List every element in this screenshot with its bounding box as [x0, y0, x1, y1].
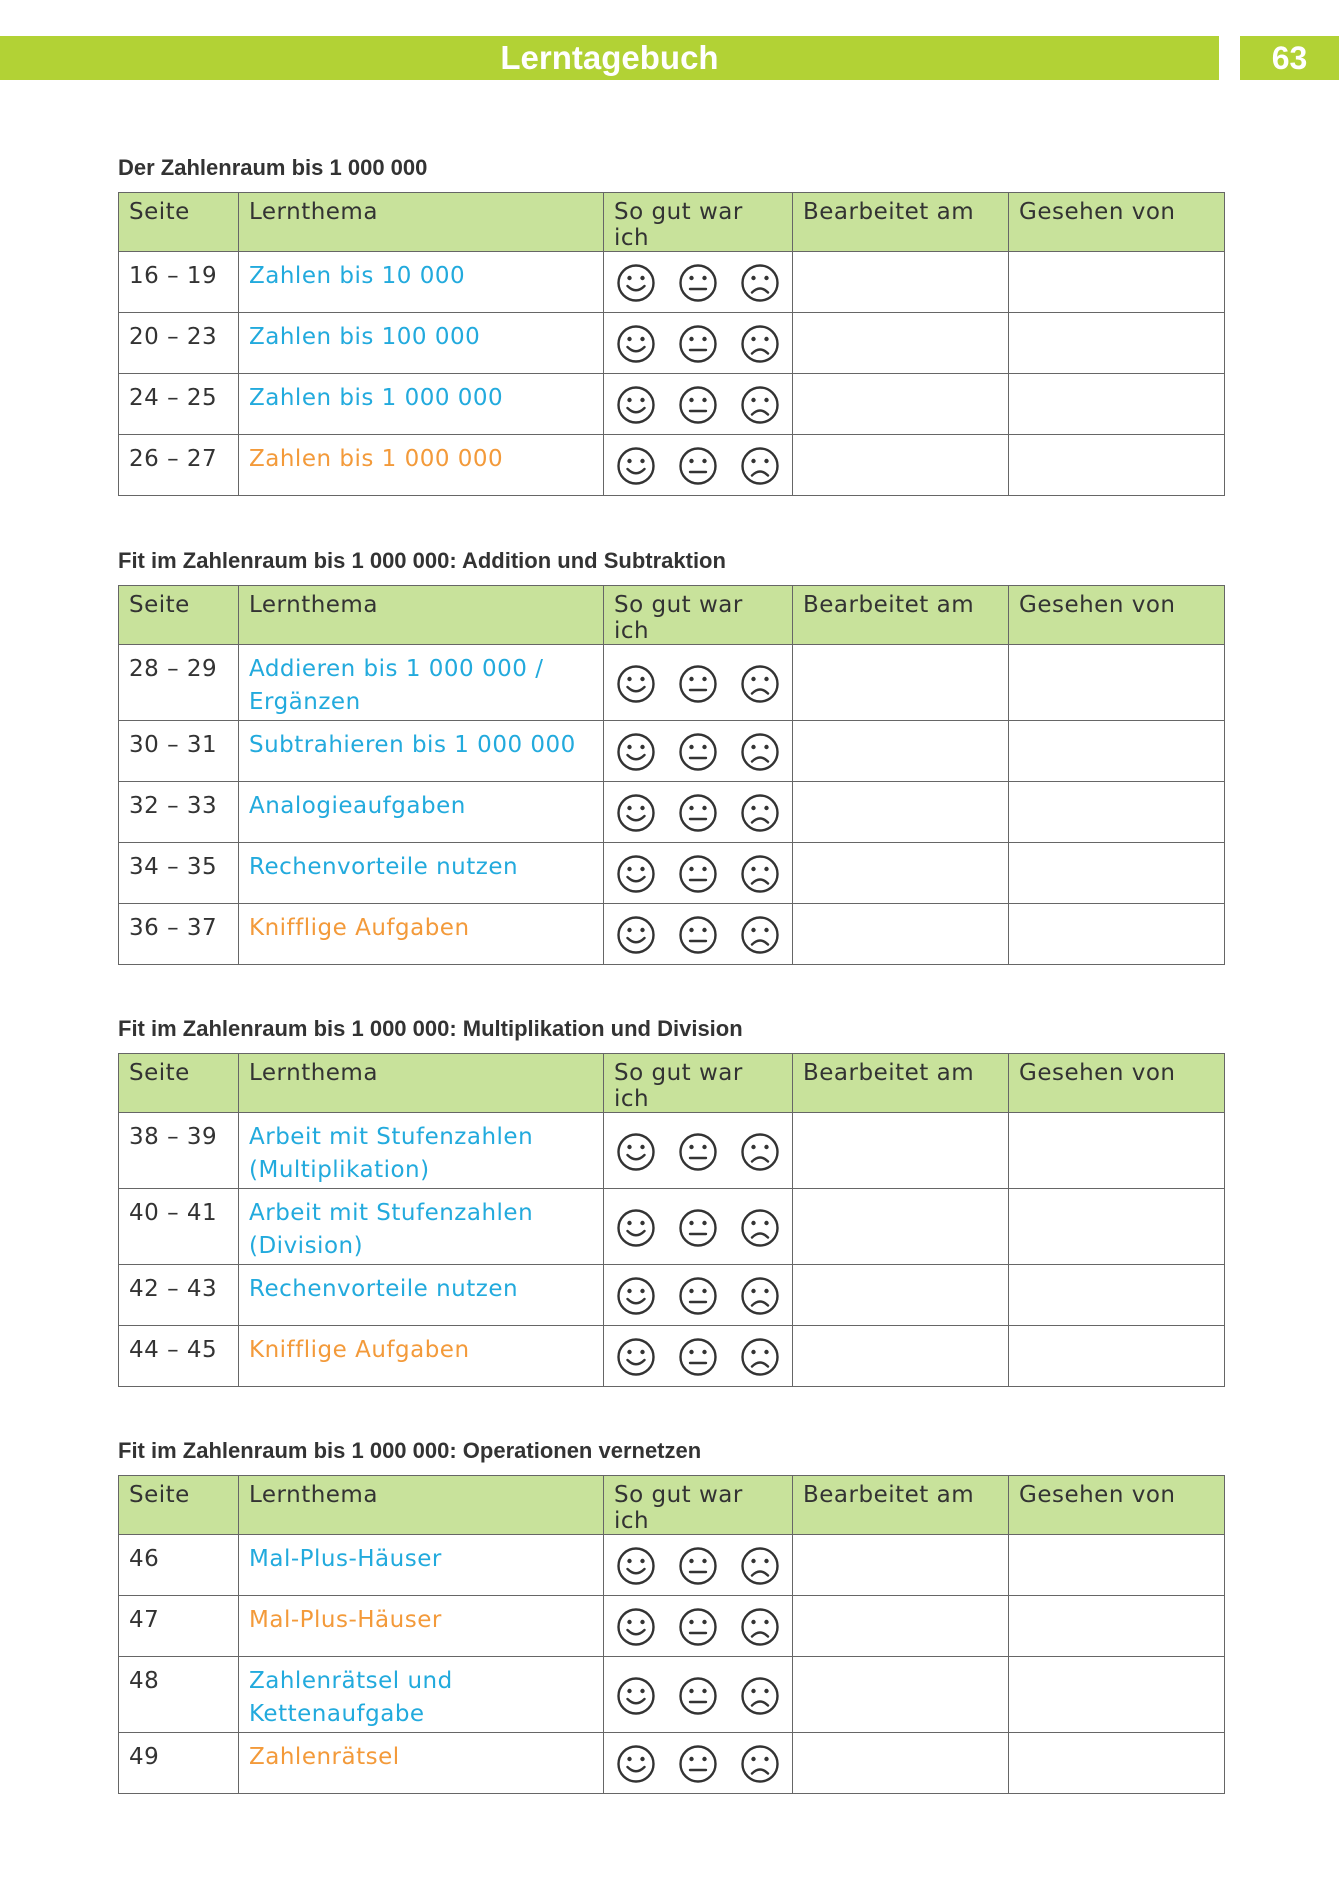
- rating-cell: [604, 252, 793, 313]
- column-header-lernthema: Lernthema: [239, 586, 604, 645]
- pages-cell: 28 – 29: [119, 645, 239, 721]
- rating-cell: [604, 1596, 793, 1657]
- page-number: 63: [1240, 36, 1339, 80]
- pages-cell: 36 – 37: [119, 904, 239, 965]
- rating-cell: [604, 374, 793, 435]
- column-header-so-gut-war-ich: So gut war ich: [604, 193, 793, 252]
- topic-cell: Zahlen bis 1 000 000: [239, 435, 604, 496]
- column-header-lernthema: Lernthema: [239, 193, 604, 252]
- table-row: [119, 1326, 1225, 1387]
- column-header-bearbeitet-am: Bearbeitet am: [793, 1054, 1009, 1113]
- date-cell[interactable]: [793, 1596, 1009, 1657]
- rating-faces: [604, 322, 792, 364]
- topic-cell: Zahlenrätsel und Kettenaufgabe: [239, 1657, 604, 1733]
- pages-cell: 46: [119, 1535, 239, 1596]
- table-header-row: [119, 586, 1225, 645]
- smiley-sad-icon[interactable]: [740, 1132, 780, 1172]
- pages-cell: 48: [119, 1657, 239, 1733]
- date-cell[interactable]: [793, 252, 1009, 313]
- section-title: Der Zahlenraum bis 1 000 000: [118, 155, 428, 180]
- pages-cell: 40 – 41: [119, 1189, 239, 1265]
- smiley-neutral-icon[interactable]: [678, 385, 718, 425]
- table-row: [119, 1113, 1225, 1189]
- smiley-sad-icon[interactable]: [740, 1676, 780, 1716]
- signature-cell[interactable]: [1009, 374, 1225, 435]
- date-cell[interactable]: [793, 1326, 1009, 1387]
- date-cell[interactable]: [793, 374, 1009, 435]
- smiley-sad-icon[interactable]: [740, 263, 780, 303]
- signature-cell[interactable]: [1009, 1657, 1225, 1733]
- column-header-bearbeitet-am: Bearbeitet am: [793, 193, 1009, 252]
- rating-cell: [604, 435, 793, 496]
- section-zahlenraum: [118, 154, 1224, 496]
- table-row: [119, 1733, 1225, 1794]
- topic-cell: Subtrahieren bis 1 000 000: [239, 721, 604, 782]
- rating-faces: [604, 730, 792, 772]
- column-header-bearbeitet-am: Bearbeitet am: [793, 586, 1009, 645]
- pages-cell: 42 – 43: [119, 1265, 239, 1326]
- signature-cell[interactable]: [1009, 435, 1225, 496]
- table-row: [119, 721, 1225, 782]
- smiley-happy-icon[interactable]: [616, 446, 656, 486]
- smiley-neutral-icon[interactable]: [678, 446, 718, 486]
- table-row: [119, 1596, 1225, 1657]
- section-addition-subtraktion: [118, 547, 1224, 965]
- smiley-neutral-icon[interactable]: [678, 664, 718, 704]
- smiley-sad-icon[interactable]: [740, 385, 780, 425]
- section-multiplikation-division: [118, 1015, 1224, 1387]
- smiley-neutral-icon[interactable]: [678, 1744, 718, 1784]
- rating-faces: [604, 444, 792, 486]
- topic-cell: Zahlenrätsel: [239, 1733, 604, 1794]
- topic-cell: Addieren bis 1 000 000 / Ergänzen: [239, 645, 604, 721]
- pages-cell: 47: [119, 1596, 239, 1657]
- rating-cell: [604, 645, 793, 721]
- smiley-sad-icon[interactable]: [740, 854, 780, 894]
- smiley-happy-icon[interactable]: [616, 1208, 656, 1248]
- smiley-happy-icon[interactable]: [616, 1337, 656, 1377]
- table-row: [119, 1657, 1225, 1733]
- pages-cell: 38 – 39: [119, 1113, 239, 1189]
- signature-cell[interactable]: [1009, 252, 1225, 313]
- column-header-gesehen-von: Gesehen von: [1009, 586, 1225, 645]
- page-title: Lerntagebuch: [500, 39, 719, 76]
- table-row: [119, 374, 1225, 435]
- smiley-happy-icon[interactable]: [616, 1607, 656, 1647]
- table-row: [119, 904, 1225, 965]
- rating-cell: [604, 1535, 793, 1596]
- rating-faces: [604, 1274, 792, 1316]
- rating-faces: [604, 1605, 792, 1647]
- table-row: [119, 782, 1225, 843]
- pages-cell: 30 – 31: [119, 721, 239, 782]
- smiley-neutral-icon[interactable]: [678, 1132, 718, 1172]
- date-cell[interactable]: [793, 1657, 1009, 1733]
- rating-faces: [604, 791, 792, 833]
- smiley-sad-icon[interactable]: [740, 732, 780, 772]
- rating-faces: [604, 1544, 792, 1586]
- date-cell[interactable]: [793, 1265, 1009, 1326]
- date-cell[interactable]: [793, 1535, 1009, 1596]
- date-cell[interactable]: [793, 843, 1009, 904]
- table-row: [119, 1265, 1225, 1326]
- rating-cell: [604, 1657, 793, 1733]
- table-header-row: [119, 193, 1225, 252]
- rating-faces: [604, 1674, 792, 1716]
- topic-cell: Rechenvorteile nutzen: [239, 843, 604, 904]
- topic-cell: Knifflige Aufgaben: [239, 904, 604, 965]
- signature-cell[interactable]: [1009, 843, 1225, 904]
- topic-cell: Arbeit mit Stufenzahlen (Multiplikation): [239, 1113, 604, 1189]
- pages-cell: 32 – 33: [119, 782, 239, 843]
- smiley-neutral-icon[interactable]: [678, 854, 718, 894]
- date-cell[interactable]: [793, 1113, 1009, 1189]
- table-row: [119, 1535, 1225, 1596]
- column-header-seite: Seite: [119, 1054, 239, 1113]
- smiley-neutral-icon[interactable]: [678, 915, 718, 955]
- pages-cell: 26 – 27: [119, 435, 239, 496]
- section-title: Fit im Zahlenraum bis 1 000 000: Addition und Subtraktion: [118, 548, 726, 573]
- rating-cell: [604, 1265, 793, 1326]
- signature-cell[interactable]: [1009, 1535, 1225, 1596]
- table-row: [119, 313, 1225, 374]
- section-operationen-vernetzen: [118, 1437, 1224, 1794]
- date-cell[interactable]: [793, 721, 1009, 782]
- smiley-sad-icon[interactable]: [740, 793, 780, 833]
- topic-cell: Mal-Plus-Häuser: [239, 1596, 604, 1657]
- smiley-happy-icon[interactable]: [616, 1132, 656, 1172]
- rating-cell: [604, 843, 793, 904]
- section-title: Fit im Zahlenraum bis 1 000 000: Multiplikation und Division: [118, 1016, 743, 1041]
- column-header-gesehen-von: Gesehen von: [1009, 1054, 1225, 1113]
- learning-table: [118, 192, 1225, 496]
- smiley-neutral-icon[interactable]: [678, 324, 718, 364]
- table-row: [119, 252, 1225, 313]
- rating-faces: [604, 913, 792, 955]
- smiley-happy-icon[interactable]: [616, 1276, 656, 1316]
- smiley-happy-icon[interactable]: [616, 854, 656, 894]
- rating-faces: [604, 662, 792, 704]
- topic-cell: Zahlen bis 1 000 000: [239, 374, 604, 435]
- topic-cell: Knifflige Aufgaben: [239, 1326, 604, 1387]
- table-header-row: [119, 1476, 1225, 1535]
- signature-cell[interactable]: [1009, 313, 1225, 374]
- smiley-sad-icon[interactable]: [740, 324, 780, 364]
- rating-faces: [604, 1130, 792, 1172]
- learning-table: [118, 1053, 1225, 1387]
- column-header-so-gut-war-ich: So gut war ich: [604, 1054, 793, 1113]
- learning-table: [118, 1475, 1225, 1794]
- signature-cell[interactable]: [1009, 904, 1225, 965]
- smiley-happy-icon[interactable]: [616, 664, 656, 704]
- rating-faces: [604, 1335, 792, 1377]
- smiley-neutral-icon[interactable]: [678, 1276, 718, 1316]
- smiley-neutral-icon[interactable]: [678, 732, 718, 772]
- date-cell[interactable]: [793, 1733, 1009, 1794]
- smiley-neutral-icon[interactable]: [678, 1337, 718, 1377]
- column-header-bearbeitet-am: Bearbeitet am: [793, 1476, 1009, 1535]
- rating-cell: [604, 904, 793, 965]
- pages-cell: 44 – 45: [119, 1326, 239, 1387]
- topic-cell: Zahlen bis 10 000: [239, 252, 604, 313]
- pages-cell: 20 – 23: [119, 313, 239, 374]
- rating-faces: [604, 852, 792, 894]
- rating-cell: [604, 1326, 793, 1387]
- date-cell[interactable]: [793, 313, 1009, 374]
- column-header-lernthema: Lernthema: [239, 1476, 604, 1535]
- smiley-sad-icon[interactable]: [740, 1276, 780, 1316]
- table-row: [119, 843, 1225, 904]
- smiley-sad-icon[interactable]: [740, 1546, 780, 1586]
- smiley-sad-icon[interactable]: [740, 446, 780, 486]
- topic-cell: Rechenvorteile nutzen: [239, 1265, 604, 1326]
- topic-cell: Analogieaufgaben: [239, 782, 604, 843]
- smiley-happy-icon[interactable]: [616, 1676, 656, 1716]
- rating-cell: [604, 1733, 793, 1794]
- section-title: Fit im Zahlenraum bis 1 000 000: Operationen vernetzen: [118, 1438, 702, 1463]
- smiley-happy-icon[interactable]: [616, 263, 656, 303]
- rating-cell: [604, 313, 793, 374]
- smiley-neutral-icon[interactable]: [678, 1676, 718, 1716]
- signature-cell[interactable]: [1009, 1113, 1225, 1189]
- pages-cell: 24 – 25: [119, 374, 239, 435]
- date-cell[interactable]: [793, 782, 1009, 843]
- column-header-so-gut-war-ich: So gut war ich: [604, 1476, 793, 1535]
- signature-cell[interactable]: [1009, 645, 1225, 721]
- smiley-happy-icon[interactable]: [616, 915, 656, 955]
- signature-cell[interactable]: [1009, 1596, 1225, 1657]
- topic-cell: Zahlen bis 100 000: [239, 313, 604, 374]
- rating-faces: [604, 261, 792, 303]
- signature-cell[interactable]: [1009, 1265, 1225, 1326]
- smiley-happy-icon[interactable]: [616, 1744, 656, 1784]
- smiley-sad-icon[interactable]: [740, 1208, 780, 1248]
- column-header-gesehen-von: Gesehen von: [1009, 193, 1225, 252]
- smiley-neutral-icon[interactable]: [678, 793, 718, 833]
- smiley-happy-icon[interactable]: [616, 793, 656, 833]
- topic-cell: Mal-Plus-Häuser: [239, 1535, 604, 1596]
- signature-cell[interactable]: [1009, 1326, 1225, 1387]
- rating-cell: [604, 782, 793, 843]
- smiley-sad-icon[interactable]: [740, 915, 780, 955]
- smiley-neutral-icon[interactable]: [678, 263, 718, 303]
- column-header-lernthema: Lernthema: [239, 1054, 604, 1113]
- table-row: [119, 645, 1225, 721]
- pages-cell: 49: [119, 1733, 239, 1794]
- column-header-seite: Seite: [119, 1476, 239, 1535]
- smiley-sad-icon[interactable]: [740, 1744, 780, 1784]
- date-cell[interactable]: [793, 435, 1009, 496]
- topic-cell: Arbeit mit Stufenzahlen (Division): [239, 1189, 604, 1265]
- rating-cell: [604, 1189, 793, 1265]
- smiley-neutral-icon[interactable]: [678, 1208, 718, 1248]
- date-cell[interactable]: [793, 645, 1009, 721]
- smiley-happy-icon[interactable]: [616, 732, 656, 772]
- signature-cell[interactable]: [1009, 721, 1225, 782]
- rating-faces: [604, 1206, 792, 1248]
- column-header-seite: Seite: [119, 193, 239, 252]
- smiley-sad-icon[interactable]: [740, 1337, 780, 1377]
- smiley-happy-icon[interactable]: [616, 1546, 656, 1586]
- pages-cell: 34 – 35: [119, 843, 239, 904]
- date-cell[interactable]: [793, 904, 1009, 965]
- table-row: [119, 1189, 1225, 1265]
- rating-faces: [604, 1742, 792, 1784]
- signature-cell[interactable]: [1009, 782, 1225, 843]
- column-header-gesehen-von: Gesehen von: [1009, 1476, 1225, 1535]
- column-header-so-gut-war-ich: So gut war ich: [604, 586, 793, 645]
- column-header-seite: Seite: [119, 586, 239, 645]
- table-header-row: [119, 1054, 1225, 1113]
- smiley-sad-icon[interactable]: [740, 664, 780, 704]
- rating-cell: [604, 1113, 793, 1189]
- smiley-sad-icon[interactable]: [740, 1607, 780, 1647]
- smiley-neutral-icon[interactable]: [678, 1607, 718, 1647]
- table-row: [119, 435, 1225, 496]
- signature-cell[interactable]: [1009, 1733, 1225, 1794]
- rating-faces: [604, 383, 792, 425]
- signature-cell[interactable]: [1009, 1189, 1225, 1265]
- rating-cell: [604, 721, 793, 782]
- smiley-neutral-icon[interactable]: [678, 1546, 718, 1586]
- date-cell[interactable]: [793, 1189, 1009, 1265]
- learning-table: [118, 585, 1225, 965]
- smiley-happy-icon[interactable]: [616, 385, 656, 425]
- pages-cell: 16 – 19: [119, 252, 239, 313]
- smiley-happy-icon[interactable]: [616, 324, 656, 364]
